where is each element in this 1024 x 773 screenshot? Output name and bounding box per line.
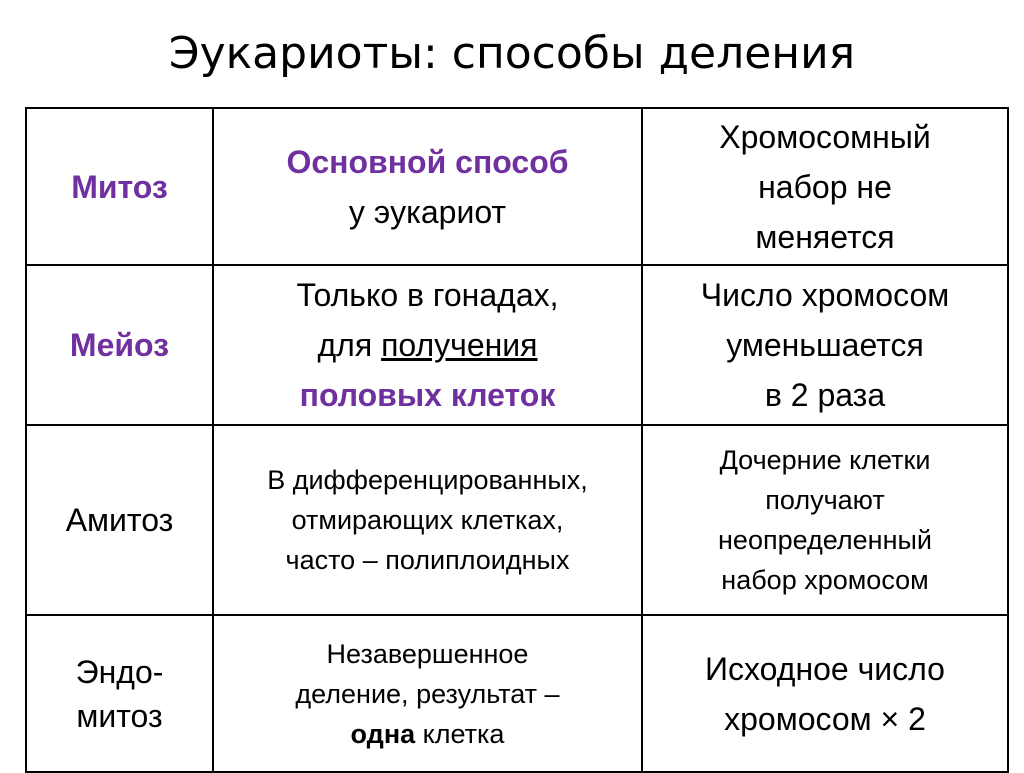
table-row-mitosis [26, 108, 1008, 265]
where-line: В дифференцированных, [267, 465, 588, 495]
cell-result [642, 108, 1008, 265]
where-line: отмирающих клетках, [291, 505, 564, 535]
table-row-amitosis [26, 425, 1008, 615]
result-line: неопределенный [718, 525, 932, 555]
result-line: получают [765, 485, 885, 515]
where-line: Только в гонадах, [296, 277, 559, 313]
result-line: в 2 раза [764, 377, 886, 413]
where-underlined-text: получения [381, 327, 538, 363]
result-line: Число хромосом [700, 277, 950, 313]
cell-result [642, 265, 1008, 425]
division-methods-table [25, 107, 1009, 773]
result-line: Хромосомный [719, 118, 931, 155]
where-text: клетка [415, 718, 505, 749]
method-name-endomitosis-part2: митоз [76, 697, 163, 734]
where-line: Незавершенное [326, 638, 529, 669]
cell-where [213, 615, 642, 772]
result-line: уменьшается [726, 327, 924, 363]
method-name-mitosis: Митоз [71, 168, 168, 205]
cell-method-name [26, 108, 213, 265]
where-line: у эукариот [348, 193, 507, 230]
cell-method-name [26, 265, 213, 425]
result-line: Исходное число [705, 650, 945, 687]
cell-method-name [26, 425, 213, 615]
where-line: часто – полиплоидных [285, 545, 570, 575]
where-line: половых клеток [299, 377, 556, 413]
table-row-endomitosis [26, 615, 1008, 772]
where-line [220, 320, 635, 370]
result-line: хромосом × 2 [724, 700, 926, 737]
method-name-endomitosis-part1: Эндо- [75, 653, 164, 690]
where-bold-text: одна [350, 718, 416, 749]
result-line: меняется [755, 218, 895, 255]
result-line: набор не [758, 168, 892, 205]
cell-where [213, 425, 642, 615]
cell-method-name [26, 615, 213, 772]
where-line: Основной способ [286, 143, 569, 180]
cell-where [213, 108, 642, 265]
cell-where [213, 265, 642, 425]
table-row-meiosis [26, 265, 1008, 425]
method-name-meiosis: Мейоз [69, 327, 170, 363]
where-text: для [317, 327, 382, 363]
page-title: Эукариоты: способы деления [168, 28, 856, 79]
cell-result [642, 615, 1008, 772]
method-name-amitosis: Амитоз [65, 502, 174, 538]
cell-result [642, 425, 1008, 615]
result-line: набор хромосом [721, 565, 929, 595]
where-line [220, 714, 635, 754]
result-line: Дочерние клетки [719, 445, 931, 475]
where-line: деление, результат – [295, 678, 560, 709]
